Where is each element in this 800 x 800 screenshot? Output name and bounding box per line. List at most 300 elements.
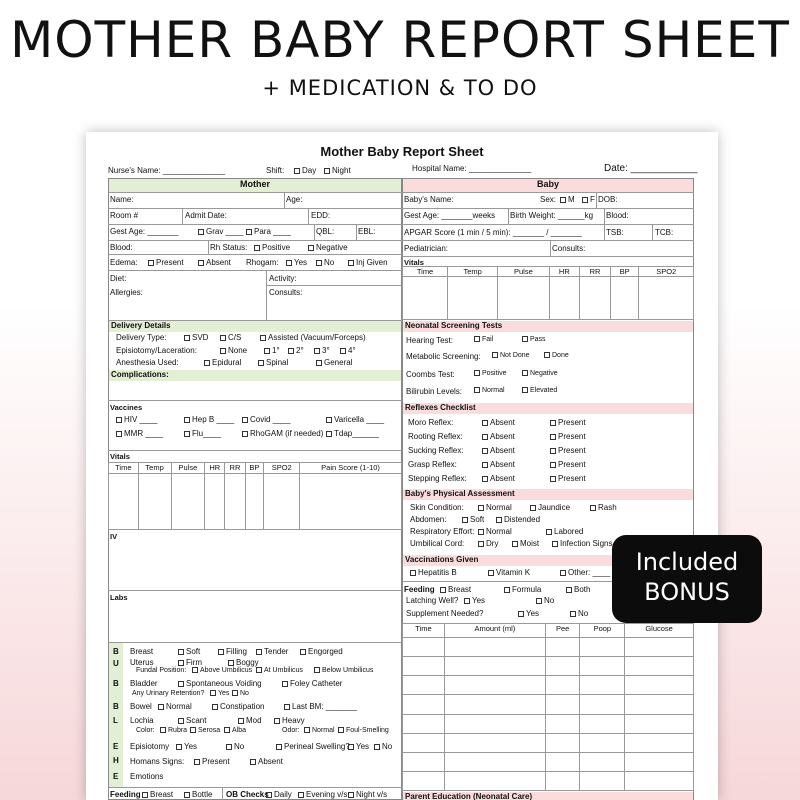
- baby-blood-field[interactable]: Blood:: [606, 211, 629, 220]
- feed-cell[interactable]: [444, 771, 545, 790]
- episiotomy-label: Episiotomy/Laceration:: [116, 346, 197, 355]
- reflex-present[interactable]: Present: [550, 446, 586, 455]
- allergies-field[interactable]: Allergies:: [110, 288, 143, 297]
- delivery-assisted[interactable]: Assisted (Vacuum/Forceps): [260, 333, 366, 342]
- hearing-fail[interactable]: Fail: [474, 336, 493, 343]
- checkbox-icon: [286, 260, 292, 266]
- vitals-col: Pulse: [498, 267, 549, 277]
- last-bm[interactable]: Last BM: _______: [284, 702, 357, 711]
- latching-label: Latching Well?: [406, 596, 459, 605]
- spontaneous-voiding[interactable]: Spontaneous Voiding: [178, 679, 262, 688]
- baby-feeding-label: Feeding: [404, 585, 435, 594]
- fundal-at[interactable]: At Umbilicus: [256, 667, 303, 674]
- delivery-type-label: Delivery Type:: [116, 333, 167, 342]
- feed-cell[interactable]: [444, 657, 545, 676]
- checkbox-icon: [518, 611, 524, 617]
- checkbox-icon: [512, 541, 518, 547]
- metabolic-done[interactable]: Done: [544, 352, 569, 359]
- vaccine-hiv[interactable]: HIV ____: [116, 415, 157, 424]
- foley-catheter[interactable]: Foley Catheter: [282, 679, 342, 688]
- supplement-label: Supplement Needed?: [406, 609, 484, 618]
- retention-no[interactable]: No: [232, 690, 249, 697]
- feed-cell[interactable]: [580, 638, 625, 657]
- lochia-heavy[interactable]: Heavy: [274, 716, 305, 725]
- vitals-cell[interactable]: [639, 277, 694, 320]
- vitals-col: Temp: [138, 463, 171, 474]
- bilirubin-label: Bilirubin Levels:: [406, 387, 463, 396]
- skin-rash[interactable]: Rash: [590, 503, 617, 512]
- vitals-col: Time: [403, 267, 448, 277]
- laceration-3[interactable]: 3°: [314, 346, 330, 355]
- color-alba[interactable]: Alba: [224, 727, 246, 734]
- feed-cell[interactable]: [580, 733, 625, 752]
- mom-feeding-label: Feeding: [110, 790, 141, 799]
- checkbox-icon: [204, 360, 210, 366]
- checkbox-icon: [504, 587, 510, 593]
- feed-cell[interactable]: [580, 714, 625, 733]
- checkbox-icon: [462, 517, 468, 523]
- checkbox-icon: [552, 541, 558, 547]
- checkbox-icon: [482, 462, 488, 468]
- fundal-below[interactable]: Below Umbilicus: [314, 667, 373, 674]
- feed-cell[interactable]: [444, 638, 545, 657]
- uterus-boggy[interactable]: Boggy: [228, 658, 259, 667]
- checkbox-icon: [522, 387, 528, 393]
- vitals-cell[interactable]: [225, 474, 245, 530]
- checkbox-icon: [308, 245, 314, 251]
- reflex-present[interactable]: Present: [550, 474, 586, 483]
- retention-label: Any Urinary Retention?: [132, 690, 205, 697]
- tcb-field[interactable]: TCB:: [655, 228, 674, 237]
- respiratory-label: Respiratory Effort:: [410, 527, 475, 536]
- checkbox-icon: [482, 420, 488, 426]
- activity-field[interactable]: Activity:: [269, 274, 297, 283]
- lochia-scant[interactable]: Scant: [178, 716, 206, 725]
- uterus-label: Uterus: [130, 658, 154, 667]
- reflex-label: Rooting Reflex:: [408, 432, 463, 441]
- mother-blood-field[interactable]: Blood:: [110, 243, 133, 252]
- vitals-cell[interactable]: [205, 474, 225, 530]
- feed-cell[interactable]: [444, 752, 545, 771]
- bubble-letter: U: [113, 659, 119, 668]
- tsb-field[interactable]: TSB:: [606, 228, 624, 237]
- shift-day[interactable]: Day: [294, 166, 316, 175]
- feed-cell[interactable]: [545, 733, 580, 752]
- vaccine-flu[interactable]: Flu____: [184, 429, 221, 438]
- checkbox-icon: [590, 505, 596, 511]
- feed-cell[interactable]: [625, 771, 694, 790]
- checkbox-icon: [218, 649, 224, 655]
- vitals-cell[interactable]: [549, 277, 580, 320]
- birth-weight-field[interactable]: Birth Weight: ______kg: [510, 211, 594, 220]
- fundal-above[interactable]: Above Umbilicus: [192, 667, 252, 674]
- mother-vitals-header: Vitals: [110, 452, 130, 461]
- bubble-letter: E: [113, 772, 119, 781]
- episiotomy-check-label: Episiotomy: [130, 742, 170, 751]
- bubble-letter: B: [113, 702, 119, 711]
- feed-cell[interactable]: [625, 752, 694, 771]
- baby-feeding-breast[interactable]: Breast: [440, 585, 471, 594]
- perineal-yes[interactable]: Yes: [348, 742, 369, 751]
- odor-foul[interactable]: Foul-Smelling: [338, 727, 389, 734]
- para-field[interactable]: Para ____: [246, 227, 291, 236]
- vaccine-tdap[interactable]: Tdap______: [326, 429, 379, 438]
- vaccine-varicella[interactable]: Varicella ____: [326, 415, 384, 424]
- checkbox-icon: [482, 448, 488, 454]
- shift-label: Shift:: [266, 166, 285, 175]
- color-serosa[interactable]: Serosa: [190, 727, 220, 734]
- ebl-field[interactable]: EBL:: [358, 227, 376, 236]
- mom-feeding-bottle[interactable]: Bottle: [184, 790, 212, 799]
- reflex-absent[interactable]: Absent: [482, 418, 515, 427]
- checkbox-icon: [116, 417, 122, 423]
- feed-cell[interactable]: [545, 752, 580, 771]
- bubble-letter: L: [113, 716, 118, 725]
- mom-feeding-breast[interactable]: Breast: [142, 790, 173, 799]
- rh-negative[interactable]: Negative: [308, 243, 348, 252]
- baby-feeding-both[interactable]: Both: [566, 585, 590, 594]
- ob-daily[interactable]: Daily: [266, 790, 292, 799]
- bubble-letter: B: [113, 679, 119, 688]
- checkbox-icon: [536, 598, 542, 604]
- anes-general[interactable]: General: [316, 358, 352, 367]
- mother-name-field[interactable]: Name:: [110, 195, 134, 204]
- bladder-label: Bladder: [130, 679, 158, 688]
- vaccine-rhogam[interactable]: RhoGAM (if needed): [242, 429, 323, 438]
- checkbox-icon: [326, 431, 332, 437]
- resp-normal[interactable]: Normal: [478, 527, 512, 536]
- feed-cell[interactable]: [580, 657, 625, 676]
- checkbox-icon: [550, 462, 556, 468]
- feed-cell[interactable]: [625, 676, 694, 695]
- vacc-vitk[interactable]: Vitamin K: [488, 568, 530, 577]
- supplement-yes[interactable]: Yes: [518, 609, 539, 618]
- mother-age-field[interactable]: Age:: [286, 195, 303, 204]
- feed-cell[interactable]: [444, 733, 545, 752]
- retention-yes[interactable]: Yes: [210, 690, 229, 697]
- reflex-absent[interactable]: Absent: [482, 460, 515, 469]
- edd-field[interactable]: EDD:: [311, 211, 331, 220]
- coombs-negative[interactable]: Negative: [522, 370, 558, 377]
- feed-cell[interactable]: [444, 714, 545, 733]
- nurse-name-field[interactable]: Nurse's Name: ______________: [108, 166, 226, 175]
- vitals-cell[interactable]: [610, 277, 639, 320]
- homans-absent[interactable]: Absent: [250, 757, 283, 766]
- vitals-cell[interactable]: [245, 474, 264, 530]
- feed-cell[interactable]: [580, 695, 625, 714]
- feed-cell[interactable]: [580, 771, 625, 790]
- feed-cell[interactable]: [625, 657, 694, 676]
- hearing-pass[interactable]: Pass: [522, 336, 546, 343]
- breast-engorged[interactable]: Engorged: [300, 647, 343, 656]
- checkbox-icon: [550, 434, 556, 440]
- reflex-label: Moro Reflex:: [408, 418, 454, 427]
- bilirubin-elevated[interactable]: Elevated: [522, 387, 557, 394]
- vitals-col: BP: [610, 267, 639, 277]
- badge-line2: BONUS: [644, 578, 730, 606]
- laceration-2[interactable]: 2°: [288, 346, 304, 355]
- checkbox-icon: [570, 611, 576, 617]
- cord-dry[interactable]: Dry: [478, 539, 498, 548]
- reflex-label: Sucking Reflex:: [408, 446, 464, 455]
- vaccine-hepb[interactable]: Hep B ____: [184, 415, 234, 424]
- supplement-no[interactable]: No: [570, 609, 588, 618]
- perineal-swelling[interactable]: Perineal Swelling?: [276, 742, 350, 751]
- feed-cell[interactable]: [444, 695, 545, 714]
- skin-normal[interactable]: Normal: [478, 503, 512, 512]
- checkbox-icon: [546, 529, 552, 535]
- coombs-label: Coombs Test:: [406, 370, 455, 379]
- complications-header: Complications:: [109, 370, 401, 381]
- abdomen-soft[interactable]: Soft: [462, 515, 484, 524]
- color-label: Color:: [136, 727, 155, 734]
- episiotomy-no[interactable]: No: [226, 742, 244, 751]
- laceration-none[interactable]: None: [220, 346, 247, 355]
- checkbox-icon: [228, 660, 234, 666]
- ob-evening[interactable]: Evening v/s: [298, 790, 347, 799]
- checkbox-icon: [288, 348, 294, 354]
- feed-cell[interactable]: [403, 752, 445, 771]
- hearing-label: Hearing Test:: [406, 336, 453, 345]
- episiotomy-yes[interactable]: Yes: [176, 742, 197, 751]
- vacc-hepb[interactable]: Hepatitis B: [410, 568, 457, 577]
- vitals-col: RR: [225, 463, 245, 474]
- latching-yes[interactable]: Yes: [464, 596, 485, 605]
- reflex-present[interactable]: Present: [550, 460, 586, 469]
- rhogam-no[interactable]: No: [316, 258, 334, 267]
- vitals-cell[interactable]: [403, 277, 448, 320]
- odor-normal[interactable]: Normal: [304, 727, 335, 734]
- baby-name-field[interactable]: Baby's Name:: [404, 195, 454, 204]
- anes-spinal[interactable]: Spinal: [258, 358, 288, 367]
- laceration-1[interactable]: 1°: [264, 346, 280, 355]
- checkbox-icon: [178, 718, 184, 724]
- hero-subtitle: + MEDICATION & TO DO: [262, 76, 538, 100]
- baby-gest-field[interactable]: Gest Age: _______weeks: [404, 211, 496, 220]
- feed-cell[interactable]: [403, 676, 445, 695]
- delivery-svd[interactable]: SVD: [184, 333, 208, 342]
- feed-cell[interactable]: [580, 752, 625, 771]
- baby-consults-field[interactable]: Consults:: [552, 244, 586, 253]
- checkbox-icon: [348, 260, 354, 266]
- feed-cell[interactable]: [625, 638, 694, 657]
- rh-positive[interactable]: Positive: [254, 243, 290, 252]
- baby-vitals-header: Vitals: [404, 258, 424, 267]
- hospital-name-field[interactable]: Hospital Name: ______________: [412, 164, 532, 173]
- feed-cell[interactable]: [403, 771, 445, 790]
- checkbox-icon: [478, 541, 484, 547]
- checkbox-icon: [256, 667, 262, 673]
- feed-cell[interactable]: [444, 676, 545, 695]
- homans-present[interactable]: Present: [194, 757, 230, 766]
- feed-cell[interactable]: [545, 771, 580, 790]
- cord-moist[interactable]: Moist: [512, 539, 539, 548]
- checkbox-icon: [250, 759, 256, 765]
- report-sheet: [86, 132, 718, 800]
- checkbox-icon: [496, 517, 502, 523]
- bilirubin-normal[interactable]: Normal: [474, 387, 505, 394]
- bubble-letter: E: [113, 742, 119, 751]
- vitals-cell[interactable]: [300, 474, 402, 530]
- feed-cell[interactable]: [545, 695, 580, 714]
- anes-epidural[interactable]: Epidural: [204, 358, 241, 367]
- feed-cell[interactable]: [545, 657, 580, 676]
- checkbox-icon: [582, 197, 588, 203]
- checkbox-icon: [348, 744, 354, 750]
- ob-checks-label: OB Checks: [226, 790, 269, 799]
- cord-label: Umbilical Cord:: [410, 539, 465, 548]
- color-rubra[interactable]: Rubra: [160, 727, 187, 734]
- vitals-col: BP: [245, 463, 264, 474]
- reflex-absent[interactable]: Absent: [482, 446, 515, 455]
- baby-header: Baby: [403, 179, 693, 192]
- bowel-normal[interactable]: Normal: [158, 702, 192, 711]
- checkbox-icon: [488, 570, 494, 576]
- checkbox-icon: [474, 370, 480, 376]
- feed-cell[interactable]: [403, 733, 445, 752]
- perineal-no[interactable]: No: [374, 742, 392, 751]
- checkbox-icon: [258, 360, 264, 366]
- checkbox-icon: [560, 570, 566, 576]
- feed-cell[interactable]: [545, 676, 580, 695]
- inj-given[interactable]: Inj Given: [348, 258, 388, 267]
- gest-age-field[interactable]: Gest Age: _______: [110, 227, 179, 236]
- checkbox-icon: [158, 704, 164, 710]
- feed-cell[interactable]: [625, 714, 694, 733]
- vitals-cell[interactable]: [448, 277, 498, 320]
- metabolic-notdone[interactable]: Not Done: [492, 352, 530, 359]
- feed-cell[interactable]: [403, 695, 445, 714]
- reflex-present[interactable]: Present: [550, 432, 586, 441]
- breast-tender[interactable]: Tender: [256, 647, 288, 656]
- checkbox-icon: [492, 352, 498, 358]
- checkbox-icon: [544, 352, 550, 358]
- breast-soft[interactable]: Soft: [178, 647, 200, 656]
- edema-absent[interactable]: Absent: [198, 258, 231, 267]
- mother-consults-field[interactable]: Consults:: [269, 288, 303, 297]
- reflexes-header: Reflexes Checklist: [403, 403, 693, 414]
- grav-field[interactable]: Grav ____: [198, 227, 243, 236]
- feed-cell[interactable]: [625, 695, 694, 714]
- labs-header: Labs: [110, 593, 128, 602]
- feed-cell[interactable]: [403, 714, 445, 733]
- shift-night[interactable]: Night: [324, 166, 351, 175]
- checkbox-icon: [210, 690, 216, 696]
- lochia-mod[interactable]: Mod: [238, 716, 262, 725]
- rh-status-label: Rh Status:: [210, 243, 248, 252]
- checkbox-icon: [184, 431, 190, 437]
- feed-cell[interactable]: [545, 638, 580, 657]
- reflex-absent[interactable]: Absent: [482, 474, 515, 483]
- checkbox-icon: [192, 667, 198, 673]
- checkbox-icon: [326, 417, 332, 423]
- checkbox-icon: [474, 336, 480, 342]
- checkbox-icon: [226, 744, 232, 750]
- vitals-cell[interactable]: [264, 474, 300, 530]
- date-field[interactable]: Date: ____________: [604, 163, 698, 174]
- dob-field[interactable]: DOB:: [598, 195, 618, 204]
- abdomen-distended[interactable]: Distended: [496, 515, 540, 524]
- bubble-breast-label: Breast: [130, 647, 154, 656]
- vacc-other[interactable]: Other: ____: [560, 568, 610, 577]
- checkbox-icon: [282, 681, 288, 687]
- lochia-label: Lochia: [130, 716, 154, 725]
- laceration-4[interactable]: 4°: [340, 346, 356, 355]
- sex-m[interactable]: M: [560, 195, 575, 204]
- vaccine-mmr[interactable]: MMR ____: [116, 429, 163, 438]
- vaccine-covid[interactable]: Covid ____: [242, 415, 290, 424]
- fundal-label: Fundal Position:: [136, 667, 187, 674]
- feed-cell[interactable]: [545, 714, 580, 733]
- bowel-constipation[interactable]: Constipation: [212, 702, 264, 711]
- resp-labored[interactable]: Labored: [546, 527, 583, 536]
- feed-cell[interactable]: [403, 657, 445, 676]
- checkbox-icon: [522, 336, 528, 342]
- ob-night[interactable]: Night v/s: [348, 790, 387, 799]
- checkbox-icon: [198, 229, 204, 235]
- sex-f[interactable]: F: [582, 195, 595, 204]
- vitals-cell[interactable]: [138, 474, 171, 530]
- feed-cell[interactable]: [625, 733, 694, 752]
- uterus-firm[interactable]: Firm: [178, 658, 202, 667]
- reflex-label: Grasp Reflex:: [408, 460, 457, 469]
- admit-date-field[interactable]: Admit Date:: [185, 211, 227, 220]
- bubble-letter: B: [113, 647, 119, 656]
- feed-cell[interactable]: [403, 638, 445, 657]
- diet-field[interactable]: Diet:: [110, 274, 127, 283]
- vitals-cell[interactable]: [498, 277, 549, 320]
- parent-education-header: Parent Education (Neonatal Care): [403, 792, 693, 800]
- checkbox-icon: [148, 260, 154, 266]
- screening-header: Neonatal Screening Tests: [403, 321, 693, 332]
- vitals-col: RR: [580, 267, 611, 277]
- edema-present[interactable]: Present: [148, 258, 184, 267]
- feed-col-time: Time: [403, 624, 445, 638]
- room-field[interactable]: Room #: [110, 211, 139, 220]
- checkbox-icon: [160, 727, 166, 733]
- checkbox-icon: [184, 335, 190, 341]
- mother-vitals-table: [108, 462, 402, 530]
- checkbox-icon: [410, 570, 416, 576]
- checkbox-icon: [530, 505, 536, 511]
- reflex-present[interactable]: Present: [550, 418, 586, 427]
- checkbox-icon: [224, 727, 230, 733]
- reflex-absent[interactable]: Absent: [482, 432, 515, 441]
- baby-feeding-formula[interactable]: Formula: [504, 585, 541, 594]
- vitals-cell[interactable]: [171, 474, 205, 530]
- apgar-field[interactable]: APGAR Score (1 min / 5 min): _______ / _______: [404, 228, 582, 237]
- checkbox-icon: [274, 718, 280, 724]
- vitals-cell[interactable]: [580, 277, 611, 320]
- feed-cell[interactable]: [580, 676, 625, 695]
- pediatrician-field[interactable]: Pediatrician:: [404, 244, 449, 253]
- checkbox-icon: [246, 229, 252, 235]
- delivery-cs[interactable]: C/S: [220, 333, 241, 342]
- baby-vitals-table: [402, 266, 694, 320]
- latching-no[interactable]: No: [536, 596, 554, 605]
- checkbox-icon: [142, 792, 148, 798]
- qbl-field[interactable]: QBL:: [316, 227, 335, 236]
- vitals-cell[interactable]: [109, 474, 139, 530]
- cord-infection[interactable]: Infection Signs: [552, 539, 612, 548]
- skin-jaundice[interactable]: Jaundice: [530, 503, 570, 512]
- coombs-positive[interactable]: Positive: [474, 370, 507, 377]
- checkbox-icon: [374, 744, 380, 750]
- checkbox-icon: [298, 792, 304, 798]
- breast-filling[interactable]: Filling: [218, 647, 247, 656]
- checkbox-icon: [482, 476, 488, 482]
- rhogam-yes[interactable]: Yes: [286, 258, 307, 267]
